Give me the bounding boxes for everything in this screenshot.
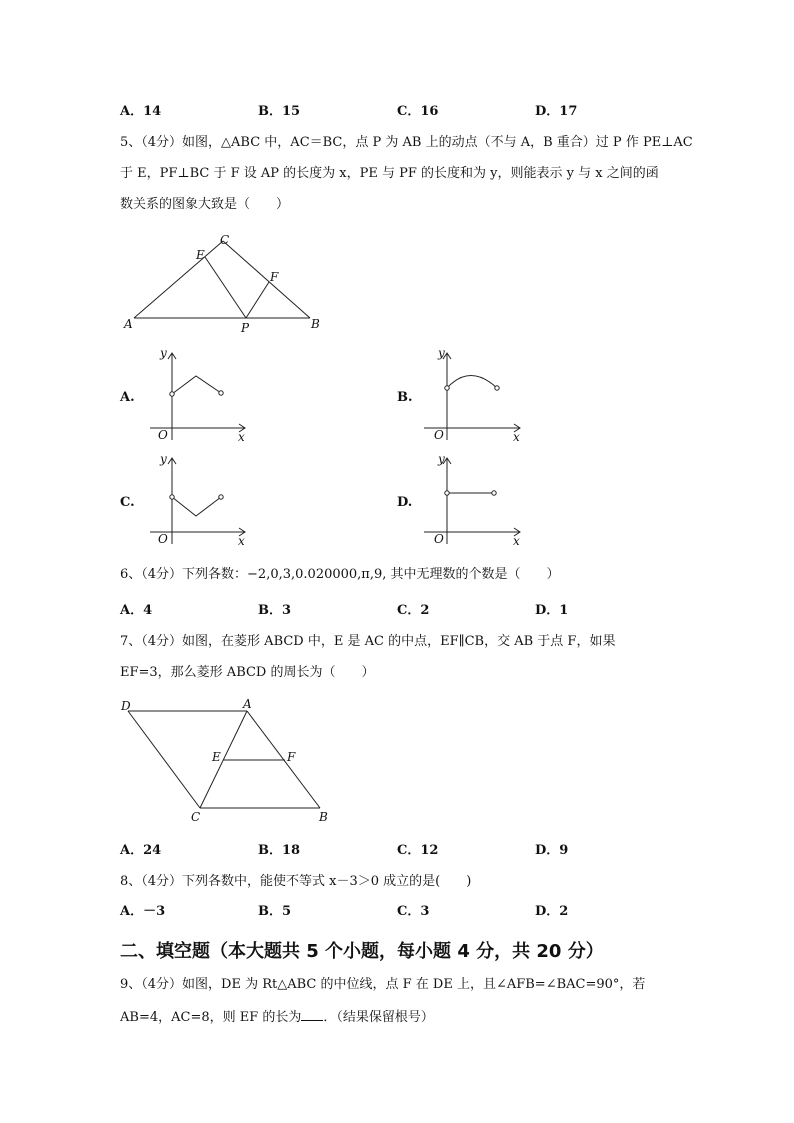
graph-c-y: y [160,452,167,466]
q8-option-a: A．－3 [120,904,166,919]
q4-option-c: C．16 [397,104,439,119]
q7-option-d: D．9 [535,843,569,858]
graph-b-y: y [438,346,445,360]
graph-c-o: O [158,532,168,546]
graph-d-x: x [513,534,520,548]
q7-point-b: B [319,810,328,824]
q7-rhombus-figure [120,700,340,820]
q6-line1: 6、（4分）下列各数：−2,0,3,0.020000,π,9, 其中无理数的个数是（ ） [120,567,560,582]
q5-point-f: F [270,270,279,284]
q6-option-d: D．1 [535,603,569,618]
q7-line2: EF=3，那么菱形 ABCD 的周长为（ ） [120,665,375,680]
q7-point-f: F [287,750,296,764]
graph-d-o: O [434,532,444,546]
q8-option-d: D．2 [535,904,569,919]
q7-point-e: E [212,750,221,764]
q8-option-c: C．3 [397,904,430,919]
q5-point-a: A [124,317,133,331]
graph-a-label: A. [120,390,135,405]
q7-point-d: D [121,699,131,713]
section-2-title: 二、填空题（本大题共 5 个小题，每小题 4 分，共 20 分） [120,941,604,962]
q9-line1: 9、（4分）如图，DE 为 Rt△ABC 的中位线，点 F 在 DE 上，且∠AFB=∠BAC=90°，若 [120,977,646,992]
graph-a-o: O [158,428,168,442]
graph-c-x: x [238,534,245,548]
q5-point-e: E [196,248,205,262]
q7-point-a: A [243,697,252,711]
q9-line2-end: ．（结果保留根号） [323,1010,434,1025]
q7-point-c: C [191,810,201,824]
graph-c-label: C. [120,495,135,510]
graph-a-y: y [160,346,167,360]
graph-d-label: D. [397,495,413,510]
q9-line2-start: AB=4，AC=8，则 EF 的长为 [120,1010,302,1025]
q9-answer-blank[interactable] [301,1008,323,1021]
graph-b-o: O [434,428,444,442]
q4-option-a: A．14 [120,104,162,119]
q5-triangle-figure [120,232,320,342]
graph-a-x: x [238,430,245,444]
q5-point-c: C [220,233,230,247]
q5-point-p: P [241,321,250,335]
q4-option-d: D．17 [535,104,578,119]
graph-b-x: x [513,430,520,444]
q5-point-b: B [311,317,320,331]
q4-option-b: B．15 [258,104,301,119]
q7-option-b: B．18 [258,843,301,858]
q7-option-a: A．24 [120,843,162,858]
q5-line1: 5、（4分）如图，△ABC 中，AC＝BC，点 P 为 AB 上的动点（不与 A，B 重合）过 P 作 PE⊥AC [120,135,693,150]
q8-line1: 8、（4分）下列各数中，能使不等式 x－3＞0 成立的是( ) [120,874,472,889]
q6-option-b: B．3 [258,603,292,618]
q9-line2 [120,1008,434,1027]
q6-option-c: C．2 [397,603,430,618]
q5-line2: 于 E，PF⊥BC 于 F 设 AP 的长度为 x，PE 与 PF 的长度和为 y，则能表示 y 与 x 之间的函 [120,166,659,181]
q7-option-c: C．12 [397,843,439,858]
q7-line1: 7、（4分）如图，在菱形 ABCD 中，E 是 AC 的中点，EF∥CB，交 AB 于点 F，如果 [120,634,616,649]
q8-option-b: B．5 [258,904,292,919]
graph-b-label: B. [397,390,413,405]
q6-option-a: A．4 [120,603,153,618]
graph-d-y: y [438,452,445,466]
q5-line3: 数关系的图象大致是（ ） [120,197,290,212]
